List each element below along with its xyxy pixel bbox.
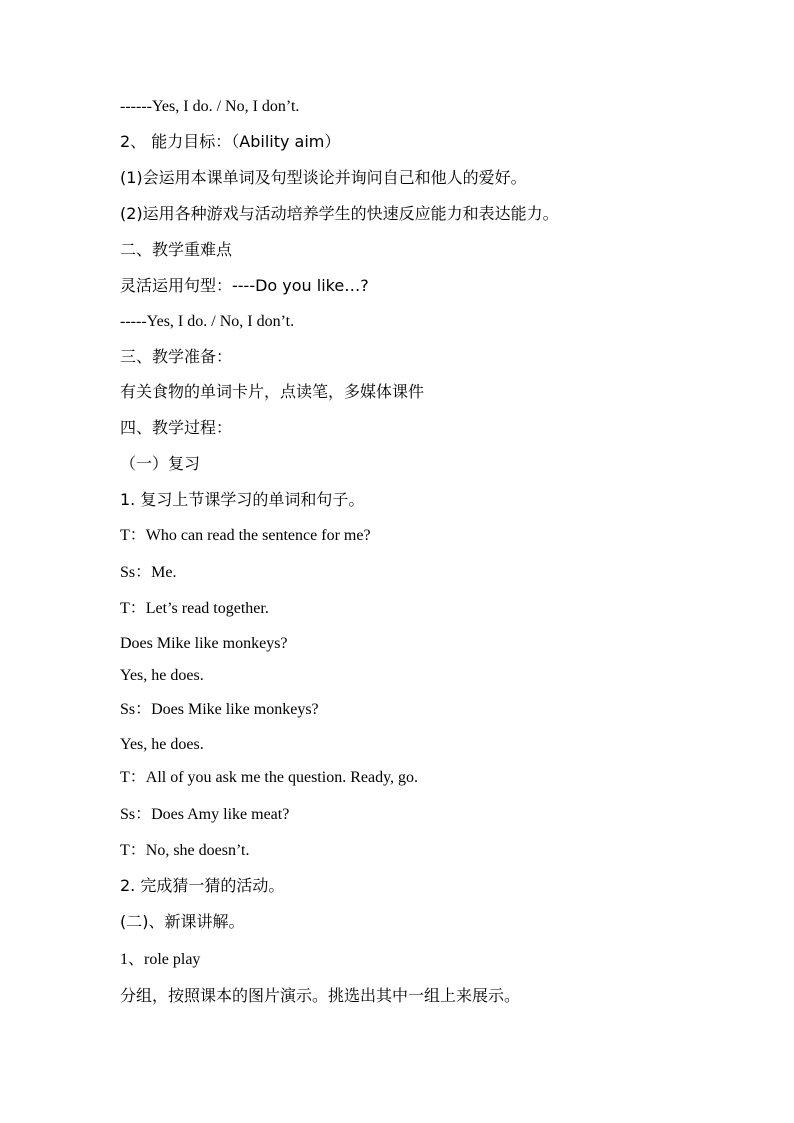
text-line: 1. 复习上节课学习的单词和句子。: [120, 490, 365, 509]
section-heading-preparation: 三、教学准备：: [120, 347, 233, 366]
text-line: (2)运用各种游戏与活动培养学生的快速反应能力和表达能力。: [120, 204, 559, 223]
dialogue-line: Ss：Me.: [120, 564, 177, 581]
dialogue-line: T：Let’s read together.: [120, 600, 269, 617]
text-line: 灵活运用句型：----Do you like…?: [120, 276, 369, 295]
dialogue-line: Does Mike like monkeys?: [120, 635, 288, 652]
section-heading-process: 四、教学过程：: [120, 418, 233, 437]
dialogue-line: T：All of you ask me the question. Ready, go.: [120, 769, 419, 786]
text-line: 分组，按照课本的图片演示。挑选出其中一组上来展示。: [120, 986, 521, 1005]
section-heading-ability-aim: 2、 能力目标：（Ability aim）: [120, 132, 341, 151]
dialogue-line: Yes, he does.: [120, 736, 204, 753]
dialogue-line: Ss：Does Amy like meat?: [120, 806, 290, 823]
text-line: 有关食物的单词卡片，点读笔，多媒体课件: [120, 382, 425, 401]
dialogue-line: T：Who can read the sentence for me?: [120, 527, 371, 544]
dialogue-line: T：No, she doesn’t.: [120, 842, 250, 859]
subsection-heading-new-lesson: (二)、新课讲解。: [120, 912, 245, 931]
text-line: 2. 完成猜一猜的活动。: [120, 876, 285, 895]
text-line: ------Yes, I do. / No, I don’t.: [120, 98, 300, 115]
section-heading-key-points: 二、教学重难点: [120, 240, 233, 259]
dialogue-line: Ss：Does Mike like monkeys?: [120, 701, 319, 718]
dialogue-line: Yes, he does.: [120, 667, 204, 684]
text-line: -----Yes, I do. / No, I don’t.: [120, 313, 295, 330]
text-line: 1、role play: [120, 951, 201, 968]
text-line: (1)会运用本课单词及句型谈论并询问自己和他人的爱好。: [120, 168, 527, 187]
subsection-heading-review: （一）复习: [120, 454, 201, 473]
